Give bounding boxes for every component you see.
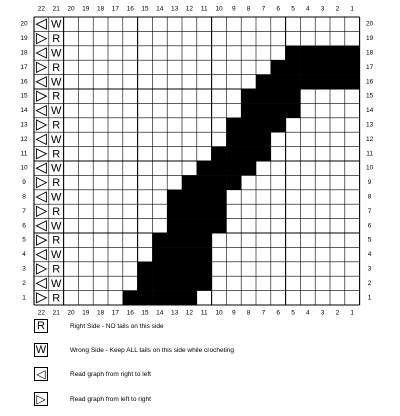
filled-cell [152,233,167,247]
filled-cell [330,60,345,74]
filled-cell [182,204,197,218]
column-label: 7 [261,309,266,317]
row-label: 3 [22,265,26,273]
filled-cell [152,291,167,305]
filled-cell [197,190,212,204]
filled-cell [300,75,315,89]
filled-cell [212,204,227,218]
column-label: 4 [305,309,310,317]
filled-cell [167,276,182,290]
column-label: 3 [320,309,325,317]
filled-cell [182,247,197,261]
column-label: 1 [350,5,355,13]
filled-cell [300,46,315,60]
column-label: 20 [67,309,75,317]
row-label: 20 [365,20,374,28]
column-label: 4 [305,5,310,13]
filled-cell [286,89,301,103]
filled-cell [123,291,138,305]
filled-cell [212,175,227,189]
row-side-label: R [52,292,61,305]
column-label: 18 [96,309,105,317]
row-label: 19 [20,35,28,43]
row-label: 19 [365,35,374,43]
row-side-label: R [52,119,61,132]
column-label: 16 [126,309,134,317]
filled-cell [167,247,182,261]
arrow-left-triangle-icon [36,19,46,29]
row-label: 11 [20,150,28,158]
arrow-right-triangle-icon [36,235,46,245]
filled-cell [167,262,182,276]
column-label: 13 [170,309,179,317]
column-label: 2 [335,309,340,317]
row-side-label: W [51,277,62,290]
row-label: 4 [367,251,372,259]
row-label: 18 [20,49,28,57]
filled-cell [138,276,153,290]
column-label: 11 [200,309,208,317]
arrow-left-triangle-icon [36,192,46,202]
legend-label-read-right-to-left: Read graph from right to left [70,370,151,378]
row-side-label: W [51,76,62,89]
filled-cell [271,118,286,132]
filled-cell [167,219,182,233]
row-label: 4 [22,251,26,259]
filled-cell [197,276,212,290]
row-side-label: R [52,234,61,247]
filled-cell [197,161,212,175]
column-label: 1 [350,309,355,317]
filled-cell [182,291,197,305]
filled-cell [152,276,167,290]
filled-cell [241,147,256,161]
column-label: 2 [335,5,340,13]
row-label: 1 [22,294,26,302]
filled-cell [345,46,360,60]
column-label: 17 [111,5,120,13]
column-label: 7 [261,5,266,13]
filled-cell [226,175,241,189]
arrow-left-triangle-icon [36,48,46,58]
filled-cell [345,60,360,74]
row-label: 1 [367,294,372,302]
row-label: 7 [22,207,26,215]
filled-cell [271,60,286,74]
row-label: 17 [20,63,28,71]
column-label: 3 [320,5,325,13]
filled-cell [197,262,212,276]
filled-cell [197,247,212,261]
row-label: 14 [20,107,28,115]
arrow-right-triangle-icon [36,149,46,159]
row-label: 15 [20,92,28,100]
row-label: 13 [20,121,28,129]
arrow-right-triangle-icon [36,120,46,130]
row-label: 2 [367,279,372,287]
column-label: 19 [82,309,90,317]
filled-cell [256,118,271,132]
column-label: 12 [185,5,194,13]
row-label: 8 [22,193,26,201]
column-label: 15 [141,5,149,13]
row-label: 2 [22,279,26,287]
filled-cell [271,103,286,117]
row-side-label: W [51,162,62,175]
column-label: 22 [37,309,46,317]
filled-cell [138,262,153,276]
filled-cell [286,103,301,117]
arrow-right-triangle-icon [36,206,46,216]
arrow-right-triangle-icon [36,264,46,274]
row-side-label: R [52,177,61,190]
filled-cell [330,75,345,89]
row-side-label: W [51,47,62,60]
column-label: 6 [276,5,281,13]
filled-cell [167,233,182,247]
row-side-label: W [51,249,62,262]
filled-cell [182,190,197,204]
arrow-right-triangle-icon [36,91,46,101]
row-label: 9 [367,179,372,187]
filled-cell [212,147,227,161]
filled-cell [345,75,360,89]
row-label: 5 [367,236,372,244]
row-label: 15 [365,92,374,100]
row-label: 7 [367,207,372,215]
filled-cell [300,60,315,74]
row-label: 17 [365,63,374,71]
filled-cell [212,219,227,233]
filled-cell [197,219,212,233]
filled-cell [182,233,197,247]
column-label: 14 [156,5,164,13]
column-label: 19 [82,5,90,13]
right-side-icon: R [34,319,48,333]
filled-cell [271,89,286,103]
filled-cell [256,89,271,103]
filled-cell [330,46,345,60]
arrow-left-triangle-icon [36,134,46,144]
row-label: 10 [365,164,374,172]
filled-cell [197,233,212,247]
column-label: 13 [170,5,179,13]
filled-cell [182,175,197,189]
filled-cell [182,276,197,290]
row-label: 6 [22,222,26,230]
filled-cell [271,75,286,89]
legend-label-wrong-side: Wrong Side - Keep ALL tails on this side while crocheting [70,346,235,354]
filled-cell [226,161,241,175]
arrow-left-triangle-icon [36,163,46,173]
row-label: 8 [367,193,372,201]
row-label: 20 [20,20,28,28]
row-label: 18 [365,49,374,57]
filled-cell [152,247,167,261]
row-label: 5 [22,236,26,244]
row-label: 12 [365,135,374,143]
filled-cell [226,118,241,132]
arrow-right-triangle-icon [36,293,46,303]
arrow-left-triangle-icon [36,250,46,260]
filled-cell [167,190,182,204]
row-side-label: R [52,61,61,74]
filled-cell [241,103,256,117]
filled-cell [212,190,227,204]
filled-cell [138,291,153,305]
row-side-label: R [52,148,61,161]
column-label: 22 [37,5,46,13]
filled-cell [256,103,271,117]
arrow-right-triangle-icon [36,34,46,44]
arrow-left-triangle-icon [36,278,46,288]
row-side-label: R [52,33,61,46]
row-label: 14 [365,107,374,115]
filled-cell [167,204,182,218]
arrow-right-triangle-icon: ▷ [34,392,48,406]
filled-cell [197,204,212,218]
filled-cell [256,75,271,89]
row-label: 3 [367,265,372,273]
arrow-left-triangle-icon [36,77,46,87]
column-label: 10 [215,309,223,317]
row-label: 16 [365,78,374,86]
filled-cell [197,175,212,189]
filled-cell [286,60,301,74]
filled-cell [241,161,256,175]
filled-cell [256,147,271,161]
filled-cell [182,219,197,233]
filled-cell [286,75,301,89]
row-side-label: R [52,90,61,103]
row-label: 12 [20,135,28,143]
legend-label-read-left-to-right: Read graph from left to right [70,395,151,403]
row-label: 9 [22,179,26,187]
column-label: 6 [276,309,281,317]
filled-cell [286,46,301,60]
arrow-left-triangle-icon [36,221,46,231]
column-label: 16 [126,5,134,13]
wrong-side-icon: W [35,343,47,356]
column-label: 15 [141,309,149,317]
column-label: 9 [231,5,236,13]
column-label: 20 [67,5,75,13]
arrow-right-triangle-icon [36,62,46,72]
arrow-left-triangle-icon [36,106,46,116]
filled-cell [315,46,330,60]
column-label: 5 [291,309,295,317]
column-label: 21 [52,309,60,317]
filled-cell [182,262,197,276]
filled-cell [226,147,241,161]
row-side-label: R [52,263,61,276]
column-label: 10 [215,5,223,13]
column-label: 9 [231,309,236,317]
row-side-label: W [51,220,62,233]
row-side-label: W [51,191,62,204]
column-label: 5 [291,5,295,13]
filled-cell [212,161,227,175]
column-label: 14 [156,309,164,317]
arrow-right-triangle-icon [36,178,46,188]
filled-cell [167,291,182,305]
filled-cell [241,89,256,103]
row-label: 13 [365,121,374,129]
legend-label-right-side: Right Side - NO tails on this side [70,322,164,330]
row-label: 11 [366,150,373,158]
row-side-label: W [51,105,62,118]
row-label: 6 [367,222,372,230]
column-label: 17 [111,309,120,317]
row-side-label: W [51,133,62,146]
column-label: 11 [200,5,208,13]
row-label: 16 [20,78,28,86]
filled-cell [315,60,330,74]
filled-cell [226,132,241,146]
filled-cell [241,118,256,132]
column-label: 18 [96,5,105,13]
filled-cell [256,132,271,146]
row-side-label: W [51,18,62,31]
row-label: 10 [20,164,28,172]
filled-cell [152,262,167,276]
filled-cell [241,132,256,146]
column-label: 8 [246,5,251,13]
arrow-left-triangle-icon: ◁ [34,367,48,381]
filled-cell [315,75,330,89]
row-side-label: R [52,205,61,218]
column-label: 21 [52,5,60,13]
column-label: 12 [185,309,194,317]
column-label: 8 [246,309,251,317]
